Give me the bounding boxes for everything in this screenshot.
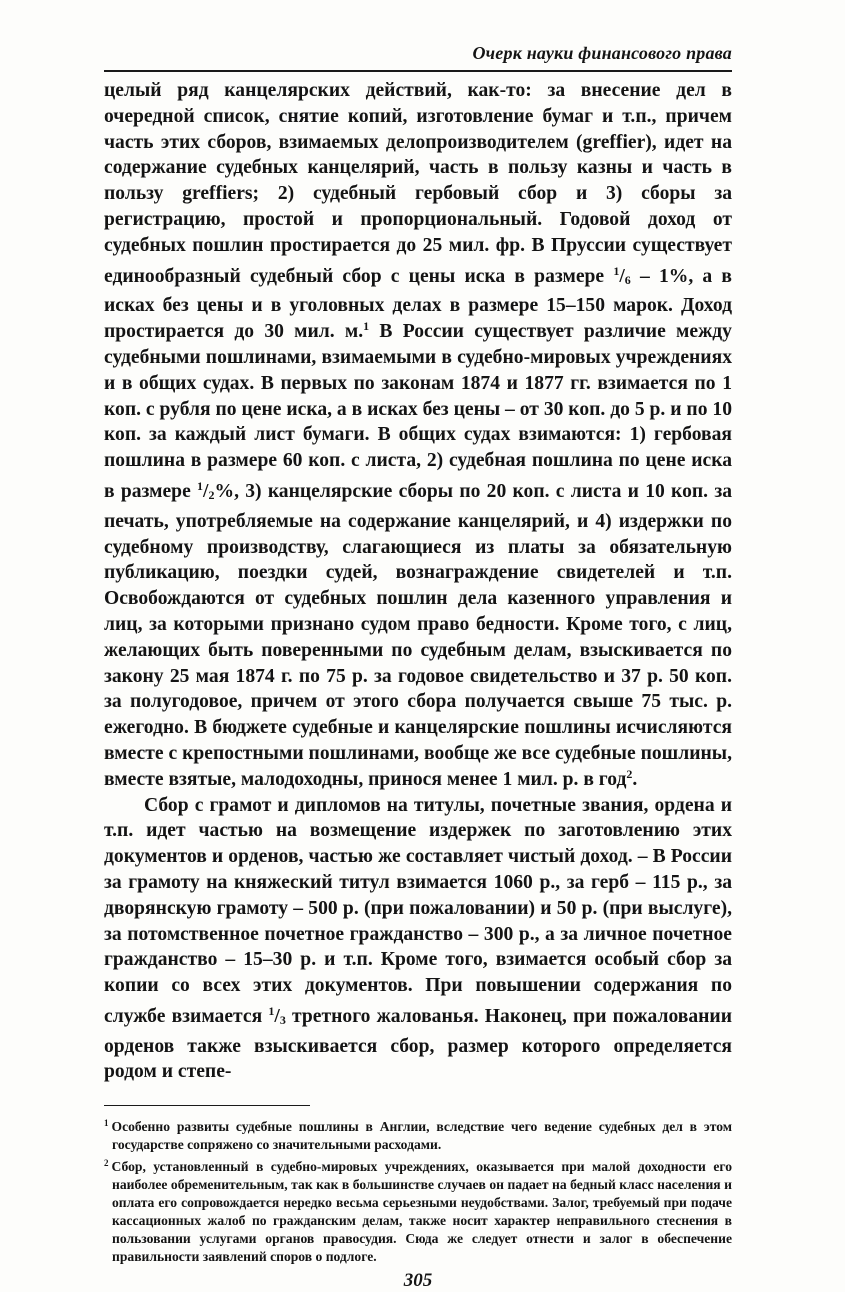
text-run: В России существует различие между судебными пошлинами, взимаемыми в судебно-мировых учреждениях и в общих судах. В первых по законам 1874 и 1877 гг. взимается по 1 коп. с рубля по цене иска, а в исках без цены – от 30 коп. до 5 р. и по 10 коп. за каждый лист бумаги. В общих судах взимаются: 1) гербовая пошлина в размере 60 коп. с листа, 2) судебная пошлина по цене иска в размере	[104, 321, 732, 502]
fraction-one-sixth: $^1$/6	[613, 263, 631, 287]
text-run: целый ряд канцелярских действий, как-то: за внесение дел в очередной список, снятие копий, изготовление бумаг и т.п., причем часть этих сборов, взимаемых делопроизводителем (greffier), идет на содержание судебных канцелярий, часть в пользу казны и часть в пользу greffiers; 2) судебный гербовый сбор и 3) сборы за регистрацию, простой и пропорциональный. Годовой доход от судебных пошлин простирается до 25 мил. фр. В Пруссии существует единообразный судебный сбор с цены иска в размере	[104, 80, 732, 287]
page-number: 305	[403, 1270, 433, 1292]
footnote-text: Особенно развиты судебные пошлины в Англии, вследствие чего ведение судебных дел в этом государстве сопряжено со значительными расходами.	[111, 1119, 732, 1153]
book-page	[104, 40, 732, 1292]
footnote-mark: 2	[104, 1158, 109, 1169]
paragraph-2	[104, 793, 732, 1086]
text-run: Сбор с грамот и дипломов на титулы, почетные звания, ордена и т.п. идет частью на возмещение издержек по заготовлению этих документов и орденов, частью же составляет чистый доход. – В России за грамоту на княжеский титул взимается 1060 р., за герб – 115 р., за дворянскую грамоту – 500 р. (при пожаловании) и 50 р. (при выслуге), за потомственное почетное гражданство – 300 р., а за личное почетное гражданство – 15–30 р. и т.п. Кроме того, взимается особый сбор за копии со всех этих документов. При повышении содержания по службе взимается	[104, 794, 732, 1027]
text-run: %, 3) канцелярские сборы по 20 коп. с листа и 10 коп. за печать, употребляемые на содержание канцелярий, и 4) издержки по судебному производству, слагающиеся из платы за обязательную публикацию, поездки судей, вознаграждение свидетелей и т.п. Освобождаются от судебных пошлин дела казенного управления и лиц, за которыми признано судом право бедности. Кроме того, с лиц, желающих быть поверенными по судебным делам, взыскивается по закону 25 мая 1874 г. по 75 р. за годовое свидетельство и 37 р. 50 коп. за полугодовое, причем от этого сбора получается свыше 75 тыс. р. ежегодно. В бюджете судебные и канцелярские пошлины исчисляются вместе с крепостными пошлинами, вообще же все судебные пошлины, вместе взятые, малодоходны, принося менее 1 мил. р. в год	[104, 480, 732, 790]
fraction-one-third: $^1$/3	[268, 1003, 286, 1027]
text-run: третного жалованья. Наконец, при пожаловании орденов также взыскивается сбор, размер которого определяется родом и степе-	[104, 1005, 732, 1083]
footnote-ref-1[interactable]: 1	[363, 319, 370, 334]
text-run: .	[632, 768, 638, 790]
main-text	[104, 78, 732, 1085]
paragraph-1	[104, 78, 732, 793]
footnote-mark: 1	[104, 1118, 109, 1129]
footnote-2	[104, 1154, 732, 1266]
footnotes	[104, 1114, 732, 1266]
fraction-one-half: $^1$/2	[197, 478, 215, 502]
running-head: Очерк науки финансового права	[472, 43, 732, 63]
footnote-rule	[104, 1105, 310, 1106]
footnote-text: Сбор, установленный в судебно-мировых учреждениях, оказывается при малой доходности его наиболее обременительным, так как в большинстве случаев он падает на бедный класс населения и оплата его сопровождается нередко весьма серьезными неудобствами. Залог, требуемый при подаче кассационных жалоб по гражданским делам, также носит характер неправильного стеснения в пользовании услугами органов правосудия. Сюда же следует отнести и залог в обеспечение правильности заявлений споров о подлоге.	[111, 1159, 732, 1265]
header-rule	[104, 70, 732, 72]
footnote-1	[104, 1114, 732, 1154]
footnote-ref-2[interactable]: 2	[626, 766, 633, 781]
text-run: – 1%, а в исках без цены и в уголовных делах в размере 15–150 марок. Доход простирается до 30 мил. м.	[104, 265, 732, 343]
